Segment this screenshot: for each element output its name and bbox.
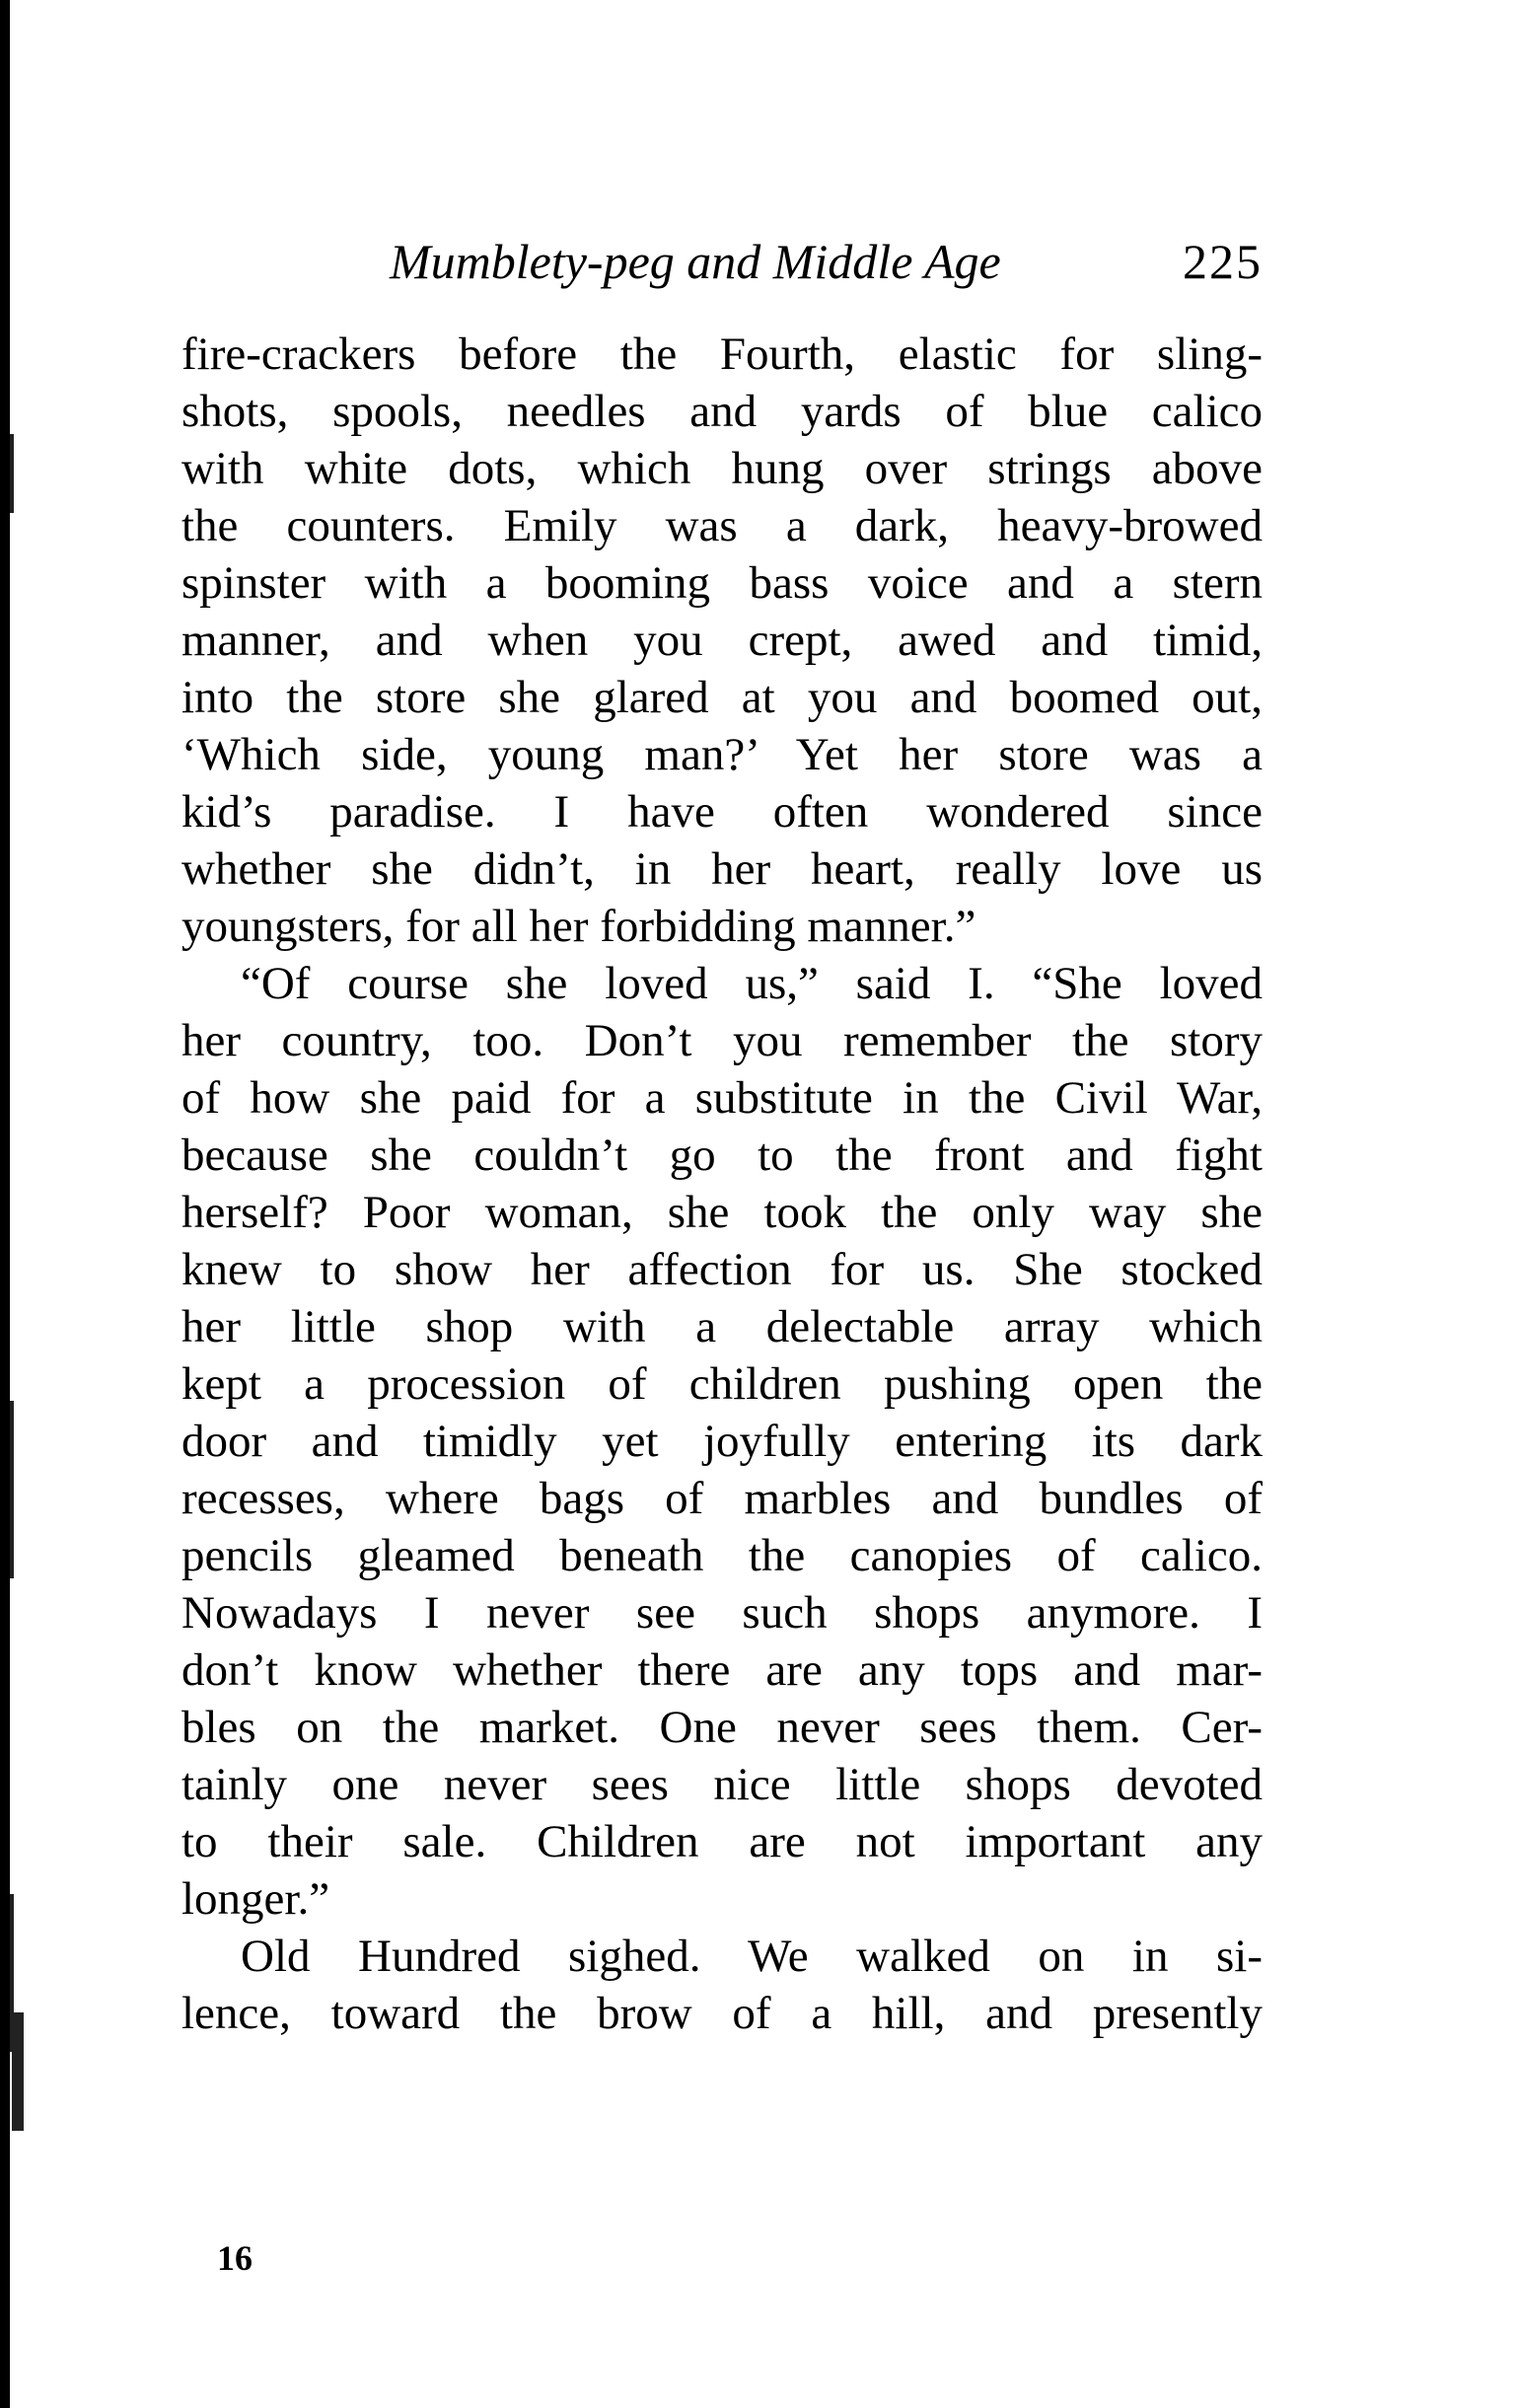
text-line: kid’s paradise. I have often wondered since [181, 786, 1263, 838]
binding-shadow [10, 434, 14, 513]
text-line: kept a procession of children pushing open the [181, 1358, 1263, 1410]
body-text [181, 326, 1263, 2042]
running-title: Mumblety-peg and Middle Age [390, 234, 1001, 289]
text-line: Nowadays I never see such shops anymore. I [181, 1587, 1263, 1639]
text-line: don’t know whether there are any tops and mar- [181, 1644, 1263, 1696]
text-line: of how she paid for a substitute in the Civil War, [181, 1072, 1263, 1124]
paragraph-start-line: Old Hundred sighed. We walked on in si- [241, 1931, 1263, 1982]
text-line: shots, spools, needles and yards of blue calico [181, 386, 1263, 437]
text-line: her country, too. Don’t you remember the story [181, 1015, 1263, 1066]
text-line: bles on the market. One never sees them. Cer- [181, 1702, 1263, 1753]
text-line: the counters. Emily was a dark, heavy-browed [181, 500, 1263, 551]
running-head [180, 233, 1263, 302]
text-line: door and timidly yet joyfully entering its dark [181, 1416, 1263, 1467]
text-line: longer.” [181, 1873, 330, 1925]
text-line: fire-crackers before the Fourth, elastic for sling- [181, 328, 1263, 380]
binding-shadow [12, 2012, 24, 2131]
text-line: spinster with a booming bass voice and a stern [181, 557, 1263, 609]
text-line: knew to show her affection for us. She stocked [181, 1244, 1263, 1295]
text-line: to their sale. Children are not important any [181, 1816, 1263, 1867]
binding-edge [0, 0, 10, 2408]
signature-mark: 16 [217, 2238, 253, 2278]
text-line: tainly one never sees nice little shops devoted [181, 1759, 1263, 1810]
text-line: youngsters, for all her forbidding manner.” [181, 901, 976, 952]
text-line: recesses, where bags of marbles and bundles of [181, 1473, 1263, 1524]
text-line: manner, and when you crept, awed and timid, [181, 615, 1263, 666]
text-line: herself? Poor woman, she took the only way she [181, 1187, 1263, 1238]
page-number: 225 [1183, 234, 1263, 289]
text-line: into the store she glared at you and boomed out, [181, 672, 1263, 723]
text-line: her little shop with a delectable array which [181, 1301, 1263, 1352]
text-line: because she couldn’t go to the front and fight [181, 1130, 1263, 1181]
binding-shadow [10, 1401, 14, 1578]
text-line: with white dots, which hung over strings above [181, 443, 1263, 494]
paragraph-start-line: “Of course she loved us,” said I. “She loved [241, 958, 1263, 1009]
text-line: whether she didn’t, in her heart, really love us [181, 843, 1263, 895]
text-line: pencils gleamed beneath the canopies of calico. [181, 1530, 1263, 1581]
text-line: lence, toward the brow of a hill, and presently [181, 1988, 1263, 2039]
text-line: ‘Which side, young man?’ Yet her store was a [181, 729, 1263, 780]
